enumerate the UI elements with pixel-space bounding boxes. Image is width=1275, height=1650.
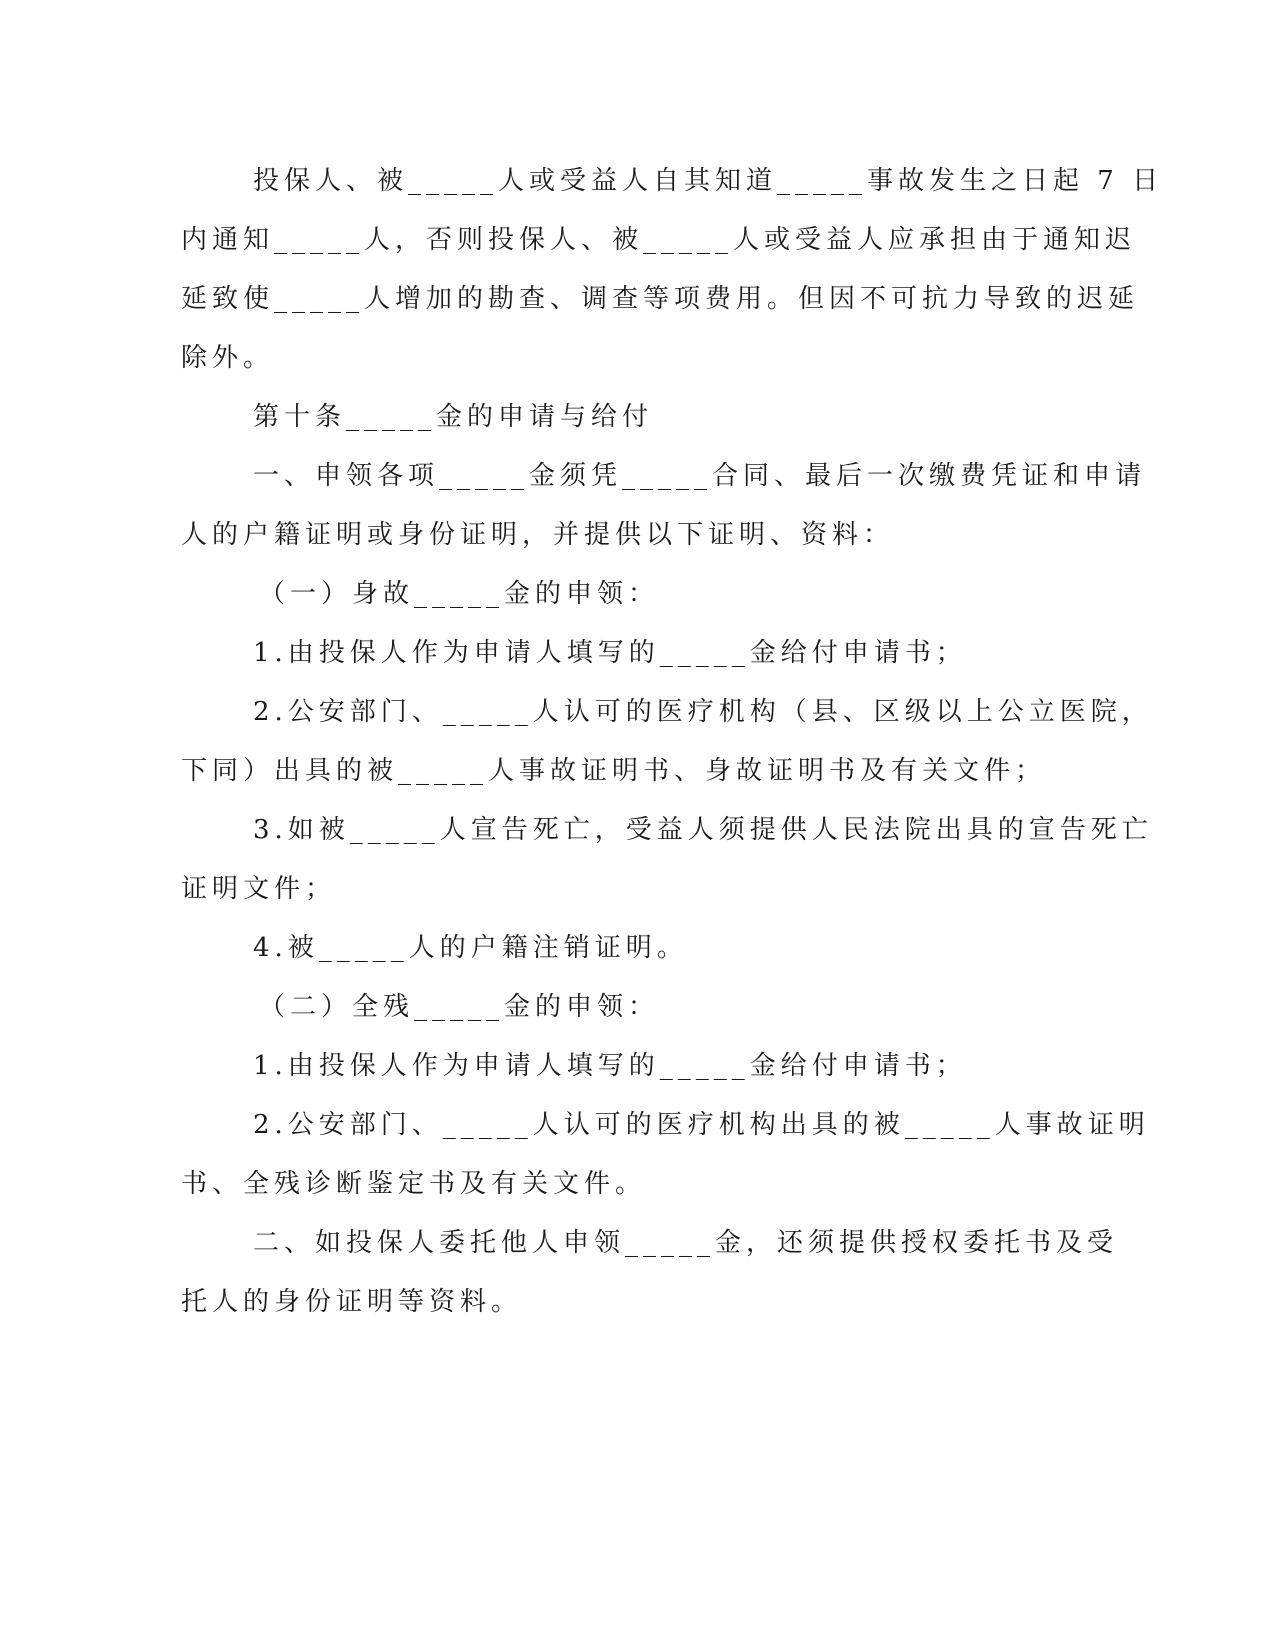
subsection-heading: （二）全残_____金的申领： [259, 992, 660, 1022]
paragraph-line: 一、申领各项_____金须凭_____合同、最后一次缴费凭证和申请 [253, 461, 1147, 491]
list-item: 1.由投保人作为申请人填写的_____金给付申请书； [253, 1051, 967, 1081]
list-item: 1.由投保人作为申请人填写的_____金给付申请书； [253, 638, 967, 668]
article-heading: 第十条_____金的申请与给付 [253, 402, 654, 432]
paragraph-line: 内通知_____人，否则投保人、被_____人或受益人应承担由于通知迟 [181, 225, 1137, 255]
list-item-continuation: 书、全残诊断鉴定书及有关文件。 [181, 1169, 647, 1199]
paragraph-line: 除外。 [181, 343, 275, 373]
list-item: 3.如被_____人宣告死亡，受益人须提供人民法院出具的宣告死亡 [253, 815, 1153, 845]
paragraph-line: 人的户籍证明或身份证明，并提供以下证明、资料： [181, 520, 895, 550]
paragraph-line: 投保人、被_____人或受益人自其知道_____事故发生之日起 7 日 [253, 166, 1164, 196]
list-item-continuation: 下同）出具的被_____人事故证明书、身故证明书及有关文件； [181, 756, 1047, 786]
subsection-heading: （一）身故_____金的申领： [259, 579, 660, 609]
list-item: 2.公安部门、_____人认可的医疗机构（县、区级以上公立医院， [253, 697, 1153, 727]
paragraph-line: 延致使_____人增加的勘查、调查等项费用。但因不可抗力导致的迟延 [181, 284, 1140, 314]
paragraph-line: 二、如投保人委托他人申领_____金，还须提供授权委托书及受 [253, 1228, 1119, 1258]
paragraph-line: 托人的身份证明等资料。 [181, 1287, 523, 1317]
document-body [181, 152, 1164, 1332]
list-item-continuation: 证明文件； [181, 874, 337, 904]
list-item: 2.公安部门、_____人认可的医疗机构出具的被_____人事故证明 [253, 1110, 1150, 1140]
list-item: 4.被_____人的户籍注销证明。 [253, 933, 688, 963]
